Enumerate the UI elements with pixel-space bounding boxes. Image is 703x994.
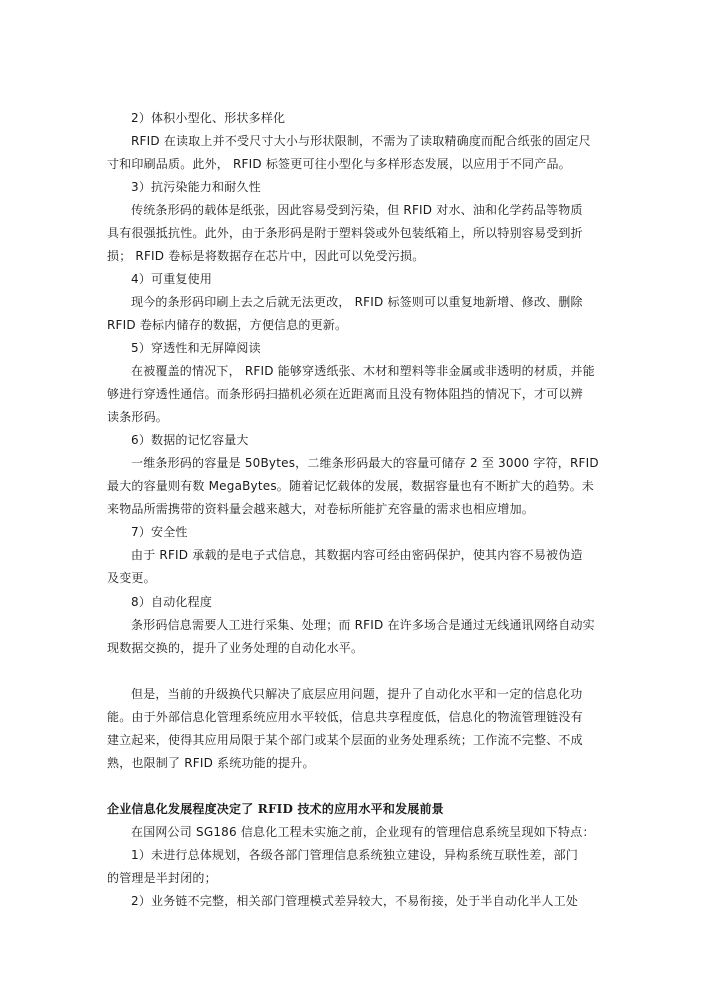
paragraph-line: 2）业务链不完整，相关部门管理模式差异较大，不易衔接，处于半自动化半人工处 bbox=[131, 894, 579, 908]
paragraph-line: 由于 RFID 承载的是电子式信息，其数据内容可经由密码保护，使其内容不易被伪造 bbox=[131, 548, 583, 562]
section-heading: 企业信息化发展程度决定了 RFID 技术的应用水平和发展前景 bbox=[107, 802, 444, 816]
paragraph-line: RFID 在读取上并不受尺寸大小与形状限制，不需为了读取精确度而配合纸张的固定尺 bbox=[131, 134, 591, 148]
paragraph-line: 来物品所需携带的资料量会越来越大，对卷标所能扩充容量的需求也相应增加。 bbox=[107, 502, 535, 516]
paragraph-line: 在国网公司 SG186 信息化工程未实施之前，企业现有的管理信息系统呈现如下特点： bbox=[131, 825, 595, 839]
paragraph-line: 能。由于外部信息化管理系统应用水平较低，信息共享程度低，信息化的物流管理链没有 bbox=[107, 710, 583, 724]
paragraph-line: 损； RFID 卷标是将数据存在芯片中，因此可以免受污损。 bbox=[107, 249, 425, 263]
paragraph-line: 及变更。 bbox=[107, 571, 156, 585]
paragraph-line: 现数据交换的，提升了业务处理的自动化水平。 bbox=[107, 641, 364, 655]
paragraph-line: 熟，也限制了 RFID 系统功能的提升。 bbox=[107, 756, 315, 770]
list-heading-3: 3）抗污染能力和耐久性 bbox=[131, 180, 261, 194]
paragraph-line: 但是，当前的升级换代只解决了底层应用问题，提升了自动化水平和一定的信息化功 bbox=[131, 687, 583, 701]
paragraph-line: 现今的条形码印刷上去之后就无法更改， RFID 标签则可以重复地新增、修改、删除 bbox=[131, 295, 583, 309]
paragraph-line: 建立起来，使得其应用局限于某个部门或某个层面的业务处理系统；工作流不完整、不成 bbox=[107, 733, 583, 747]
paragraph-line: 读条形码。 bbox=[107, 410, 169, 424]
paragraph-line: 寸和印刷品质。此外， RFID 标签更可往小型化与多样形态发展，以应用于不同产品。 bbox=[107, 157, 571, 171]
paragraph-line: 具有很强抵抗性。此外，由于条形码是附于塑料袋或外包装纸箱上，所以特别容易受到折 bbox=[107, 226, 583, 240]
list-heading-4: 4）可重复使用 bbox=[131, 272, 213, 286]
paragraph-line: 的管理是半封闭的； bbox=[107, 871, 217, 885]
paragraph-line: 够进行穿透性通信。而条形码扫描机必须在近距离而且没有物体阻挡的情况下，才可以辨 bbox=[107, 387, 583, 401]
list-heading-5: 5）穿透性和无屏障阅读 bbox=[131, 341, 261, 355]
paragraph-line: 1）未进行总体规划，各级各部门管理信息系统独立建设，异构系统互联性差，部门 bbox=[131, 848, 579, 862]
list-heading-2: 2）体积小型化、形状多样化 bbox=[131, 111, 286, 125]
paragraph-line: 一维条形码的容量是 50Bytes，二维条形码最大的容量可储存 2 至 3000 字符，RFID bbox=[131, 456, 599, 470]
paragraph-line: RFID 卷标内储存的数据，方便信息的更新。 bbox=[107, 318, 348, 332]
list-heading-6: 6）数据的记忆容量大 bbox=[131, 433, 249, 447]
list-heading-7: 7）安全性 bbox=[131, 525, 188, 539]
paragraph-line: 在被覆盖的情况下， RFID 能够穿透纸张、木材和塑料等非金属或非透明的材质，并能 bbox=[131, 364, 595, 378]
list-heading-8: 8）自动化程度 bbox=[131, 595, 213, 609]
paragraph-line: 条形码信息需要人工进行采集、处理；而 RFID 在许多场合是通过无线通讯网络自动实 bbox=[131, 618, 595, 632]
paragraph-line: 最大的容量则有数 MegaBytes。随着记忆载体的发展，数据容量也有不断扩大的趋势。未 bbox=[107, 479, 594, 493]
paragraph-line: 传统条形码的载体是纸张，因此容易受到污染，但 RFID 对水、油和化学药品等物质 bbox=[131, 203, 583, 217]
